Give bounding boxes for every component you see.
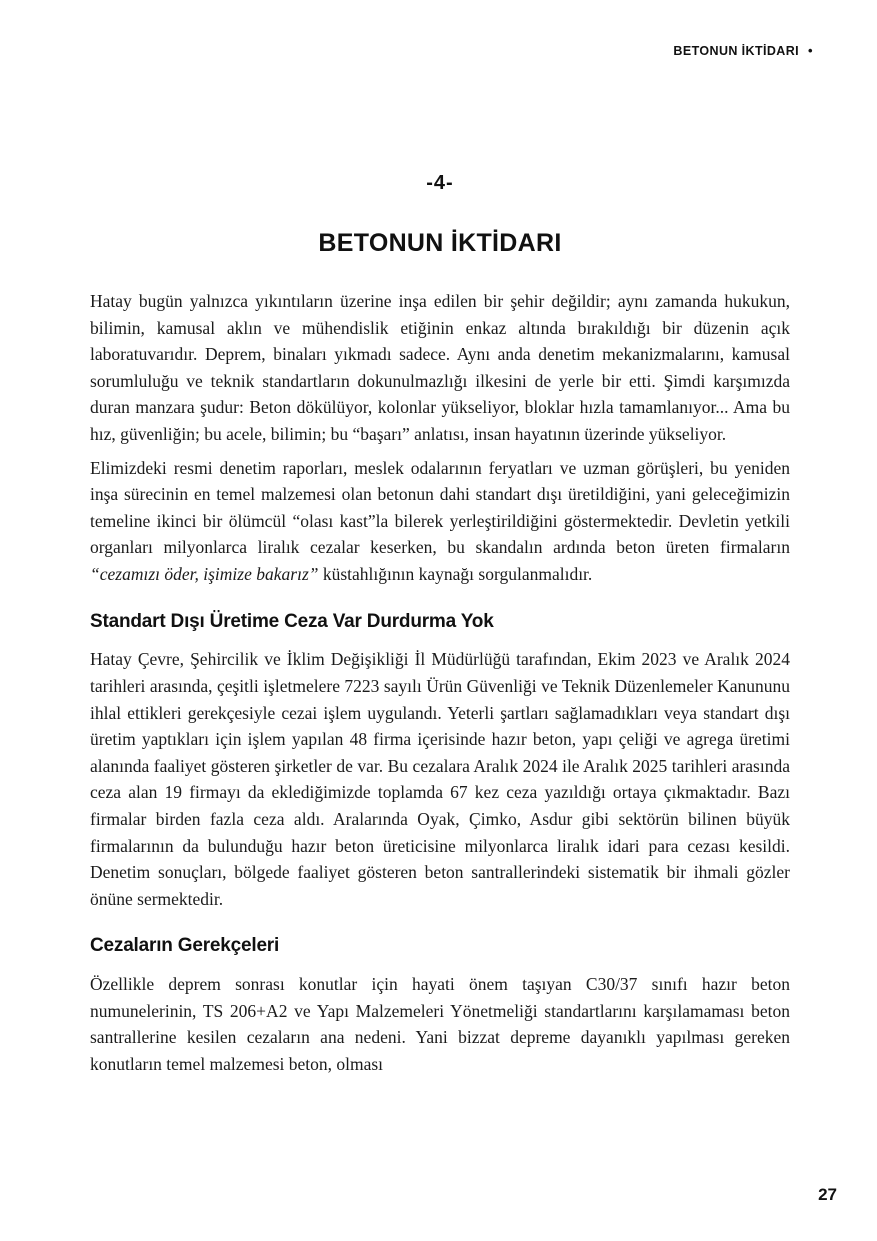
section-heading-1: Standart Dışı Üretime Ceza Var Durdurma Yok <box>90 610 494 632</box>
chapter-title: BETONUN İKTİDARI <box>318 229 562 257</box>
paragraph-2-quote: “cezamızı öder, işimize bakarız” <box>90 563 319 584</box>
paragraph-3: Hatay Çevre, Şehircilik ve İklim Değişikliği İl Müdürlüğü tarafından, Ekim 2023 ve Aralık 2024 tarihleri arasında, çeşitli işletmelere 7223 sayılı Ürün Güvenliği ve Teknik Düzenlemeler Kanununu ihlal ettikleri gerekçesiyle cezai işlem uygulandı. Yeterli şartları sağlamadıkları veya standart dışı üretim yaptıkları için işlem yapılan 48 firma içerisinde hazır beton, yapı çeliği ve agrega üretimi alanında faaliyet gösteren şirketler de var. Bu cezalara Aralık 2024 ile Aralık 2025 tarihleri arasında ceza alan 19 firmayı da eklediğimizde toplamda 67 kez ceza yazıldığı ortaya çıkmaktadır. Bazı firmalar birden fazla ceza aldı. Aralarında Oyak, Çimko, Asdur gibi sektörün bilinen büyük firmalarının da bulunduğu hazır beton üreticisine milyonlarca liralık idari para cezası kesildi. Denetim sonuçları, bölgede faaliyet gösteren beton santrallerindeki sistematik bir ihmali gözler önüne sermektedir. <box>90 649 790 909</box>
paragraph-2-tail: küstahlığının kaynağı sorgulanmalıdır. <box>318 563 593 584</box>
paragraph-2-text: Elimizdeki resmi denetim raporları, meslek odalarının feryatları ve uzman görüşleri, bu yeniden inşa sürecinin en temel malzemesi olan betonun dahi standart dışı üretildiğini, yani geleceğimizin temeline ikinci bir ölümcül “olası kast”la bilerek yerleştirildiğini göstermektedir. Devletin yetkili organları milyonlarca liralık cezalar keserken, bu skandalın ardında beton üreten firmaların <box>90 457 790 558</box>
body-text <box>90 288 790 1078</box>
header-bullet-icon: • <box>808 42 813 58</box>
paragraph-1: Hatay bugün yalnızca yıkıntıların üzerine inşa edilen bir şehir değildir; aynı zamanda hukukun, bilimin, kamusal aklın ve mühendislik etiğinin enkaz altında bırakıldığı bir düzenin açık laboratuvarıdır. Deprem, binaları yıkmadı sadece. Aynı anda denetim mekanizmalarını, kamusal sorumluluğu ve teknik standartların dokunulmazlığı ilkesini de yerle bir etti. Şimdi karşımızda duran manzara şudur: Beton dökülüyor, kolonlar yükseliyor, bloklar hızla tamamlanıyor... Ama bu hız, güvenliğin; bu acele, bilimin; bu “başarı” anlatısı, insan hayatının üzerinde yükseliyor. <box>90 291 790 444</box>
chapter-number: -4- <box>426 172 454 194</box>
page-number: 27 <box>818 1185 837 1204</box>
section-heading-2: Cezaların Gerekçeleri <box>90 935 280 957</box>
running-header <box>673 44 813 58</box>
paragraph-2 <box>90 455 790 588</box>
running-header-text: BETONUN İKTİDARI <box>673 44 800 58</box>
paragraph-4: Özellikle deprem sonrası konutlar için hayati önem taşıyan C30/37 sınıfı hazır beton numunelerinin, TS 206+A2 ve Yapı Malzemeleri Yönetmeliği standartlarını karşılamaması beton santrallerine kesilen cezaların ana nedeni. Yani bizzat depreme dayanıklı yapılması gereken konutların temel malzemesi beton, olması <box>90 974 790 1074</box>
